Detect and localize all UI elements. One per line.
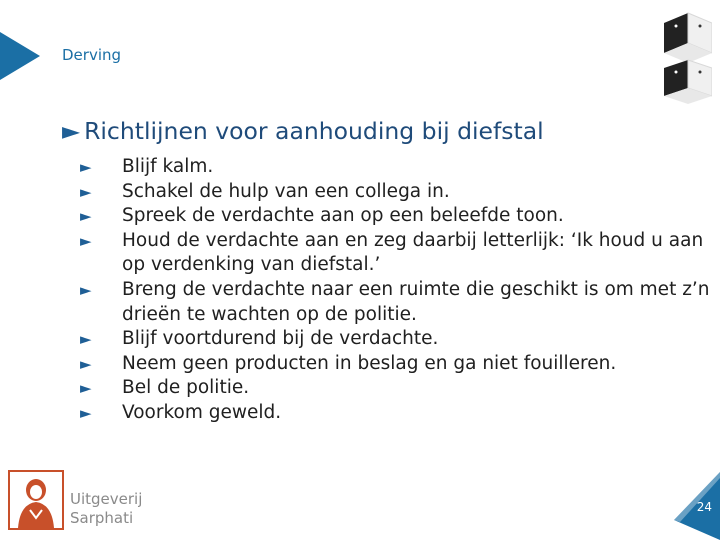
bullet-text: Schakel de hulp van een collega in.	[122, 180, 450, 202]
bullet-arrow-icon: ►	[80, 158, 92, 176]
list-item	[80, 204, 710, 229]
bullet-text: Voorkom geweld.	[122, 401, 282, 423]
list-item	[80, 352, 710, 377]
bullet-text: Blijf kalm.	[122, 156, 214, 177]
list-item	[80, 327, 710, 352]
section-label: Derving	[62, 46, 122, 64]
page-number: 24	[696, 500, 712, 514]
bullet-arrow-icon: ►	[80, 280, 92, 299]
bullet-text: Spreek de verdachte aan op een beleefde toon.	[122, 205, 564, 227]
publisher-name	[70, 490, 142, 528]
heading-arrow-icon: ►	[62, 117, 81, 145]
bullet-text: Bel de politie.	[122, 377, 250, 399]
bullet-text: Breng de verdachte naar een ruimte die geschikt is om met z’n drieën te wachten op de politie.	[122, 278, 710, 325]
corner-arrow-icon	[0, 32, 40, 80]
bullet-list	[80, 155, 710, 426]
bullet-text: Neem geen producten in beslag en ga niet fouilleren.	[122, 352, 617, 374]
bullet-text: Houd de verdachte aan en zeg daarbij letterlijk: ‘Ik houd u aan op verdenking van diefstal.’	[122, 229, 704, 276]
list-item	[80, 155, 710, 180]
publisher-portrait-icon	[8, 470, 64, 530]
bullet-arrow-icon: ►	[80, 330, 92, 349]
list-item	[80, 180, 710, 205]
bullet-arrow-icon: ►	[80, 182, 92, 201]
list-item	[80, 229, 710, 278]
bullet-arrow-icon: ►	[80, 231, 92, 250]
cube-stack-icon	[664, 8, 712, 108]
bullet-arrow-icon: ►	[80, 403, 92, 422]
bullet-text: Blijf voortdurend bij de verdachte.	[122, 328, 439, 350]
slide-heading-text: Richtlijnen voor aanhouding bij diefstal	[84, 117, 544, 145]
publisher-name-line1: Uitgeverij	[70, 490, 143, 508]
list-item	[80, 376, 710, 401]
bullet-arrow-icon: ►	[80, 354, 92, 373]
list-item	[80, 278, 710, 327]
list-item	[80, 401, 710, 426]
bullet-arrow-icon: ►	[80, 379, 92, 398]
publisher-name-line2: Sarphati	[70, 509, 134, 527]
slide-heading	[62, 117, 544, 145]
bullet-arrow-icon: ►	[80, 207, 92, 226]
